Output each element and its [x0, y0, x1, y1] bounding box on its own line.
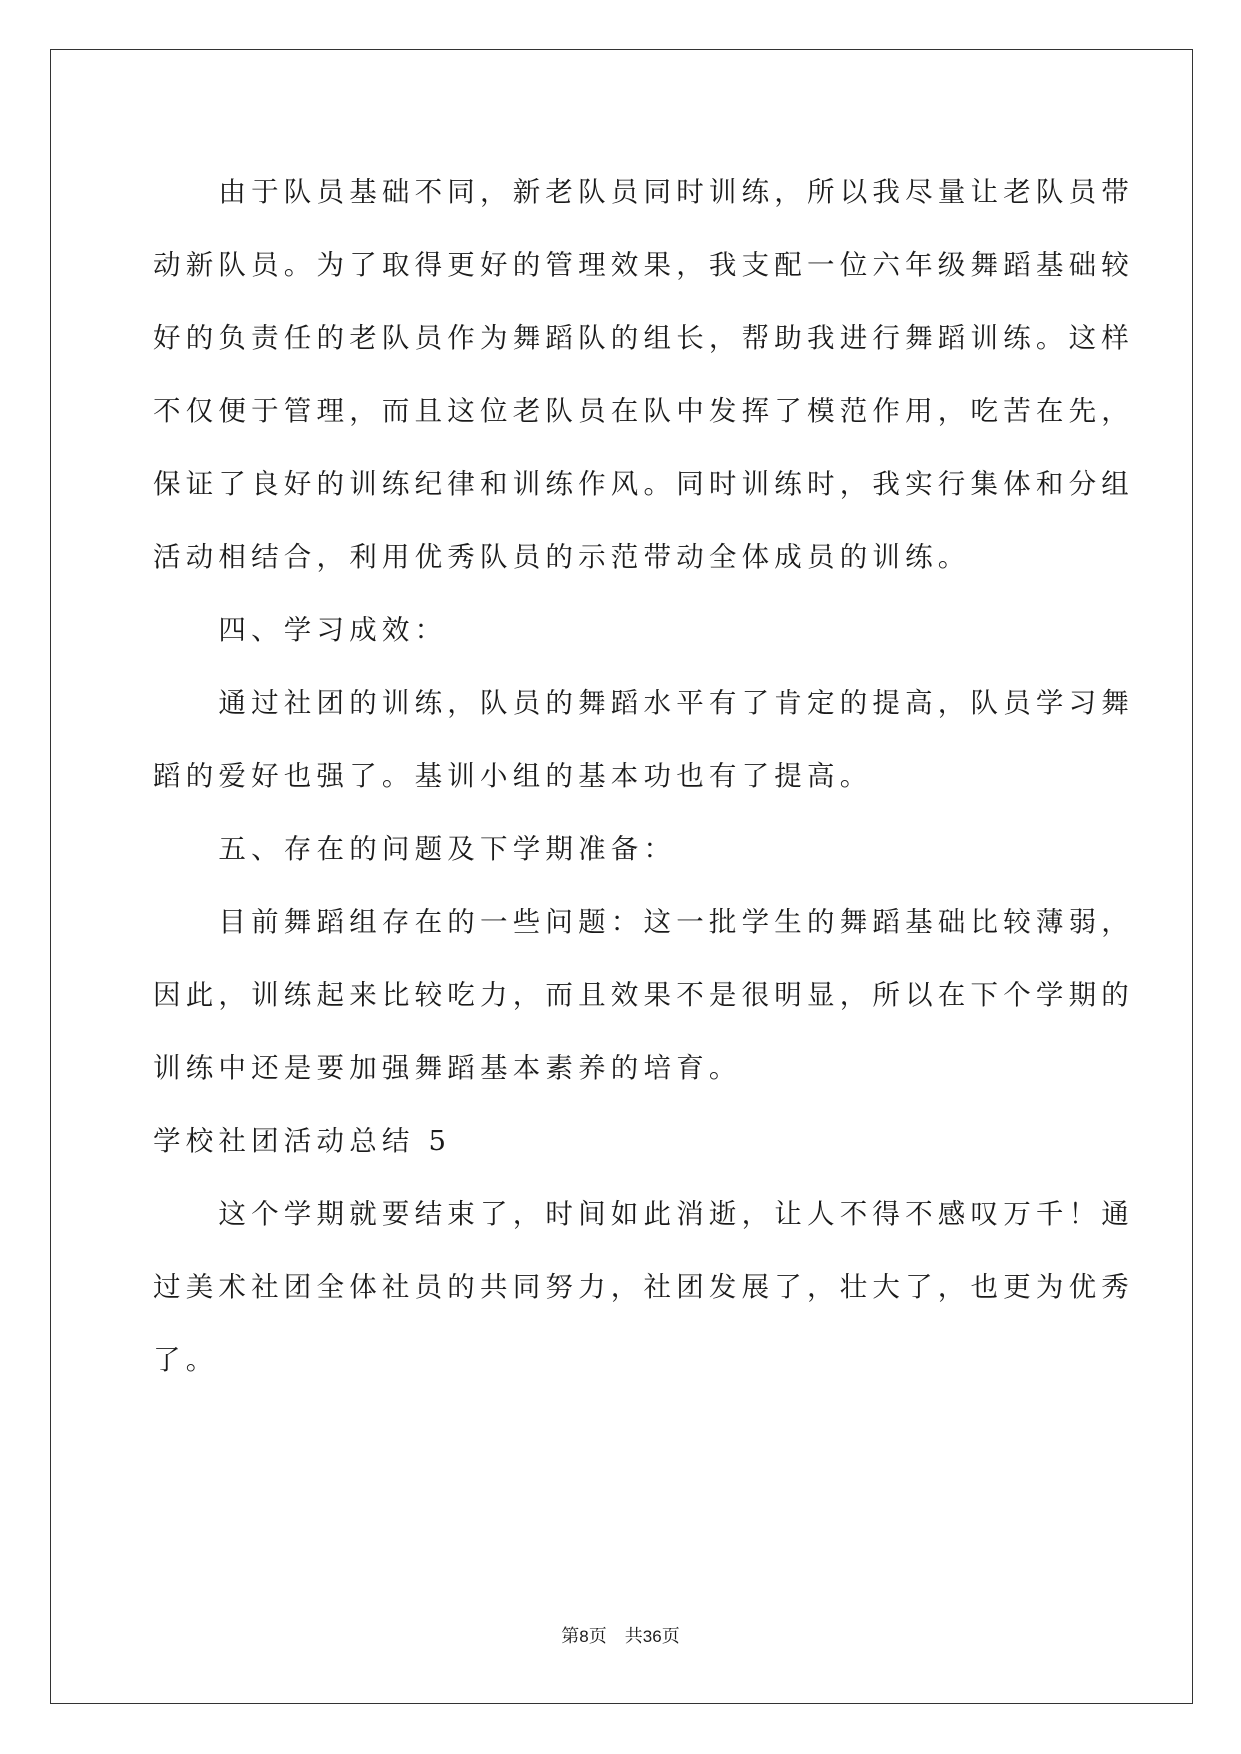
- article-title: 学校社团活动总结 5: [153, 1125, 452, 1157]
- footer-page-prefix: 第: [561, 1626, 580, 1646]
- footer-total-suffix: 页: [661, 1626, 680, 1646]
- footer-total-prefix: 共: [624, 1626, 643, 1646]
- body-line-15: 这个学期就要结束了，时间如此消逝，让人不得不感叹万千！通: [153, 1198, 1134, 1230]
- body-line-13: 训练中还是要加强舞蹈基本素养的培育。: [153, 1052, 742, 1084]
- body-line-6: 活动相结合，利用优秀队员的示范带动全体成员的训练。: [153, 541, 971, 573]
- body-line-3: 好的负责任的老队员作为舞蹈队的组长，帮助我进行舞蹈训练。这样: [153, 322, 1134, 354]
- footer-total-number: 36: [642, 1627, 662, 1646]
- body-line-2: 动新队员。为了取得更好的管理效果，我支配一位六年级舞蹈基础较: [153, 249, 1134, 281]
- section-heading-four: 四、学习成效：: [153, 614, 448, 646]
- body-line-12: 因此，训练起来比较吃力，而且效果不是很明显，所以在下个学期的: [153, 979, 1134, 1011]
- body-line-9: 蹈的爱好也强了。基训小组的基本功也有了提高。: [153, 760, 873, 792]
- body-line-17: 了。: [153, 1344, 219, 1376]
- section-heading-five: 五、存在的问题及下学期准备：: [153, 833, 677, 865]
- body-line-1: 由于队员基础不同，新老队员同时训练，所以我尽量让老队员带: [153, 176, 1134, 208]
- page-footer: [0, 1622, 1241, 1648]
- body-line-8: 通过社团的训练，队员的舞蹈水平有了肯定的提高，队员学习舞: [153, 687, 1134, 719]
- body-line-5: 保证了良好的训练纪律和训练作风。同时训练时，我实行集体和分组: [153, 468, 1134, 500]
- footer-page-number: 8: [579, 1627, 589, 1646]
- footer-page-suffix: 页: [588, 1626, 607, 1646]
- body-line-11: 目前舞蹈组存在的一些问题：这一批学生的舞蹈基础比较薄弱，: [153, 906, 1134, 938]
- body-line-16: 过美术社团全体社员的共同努力，社团发展了，壮大了，也更为优秀: [153, 1271, 1134, 1303]
- body-line-4: 不仅便于管理，而且这位老队员在队中发挥了模范作用，吃苦在先，: [153, 395, 1134, 427]
- page-border: [50, 49, 1193, 1704]
